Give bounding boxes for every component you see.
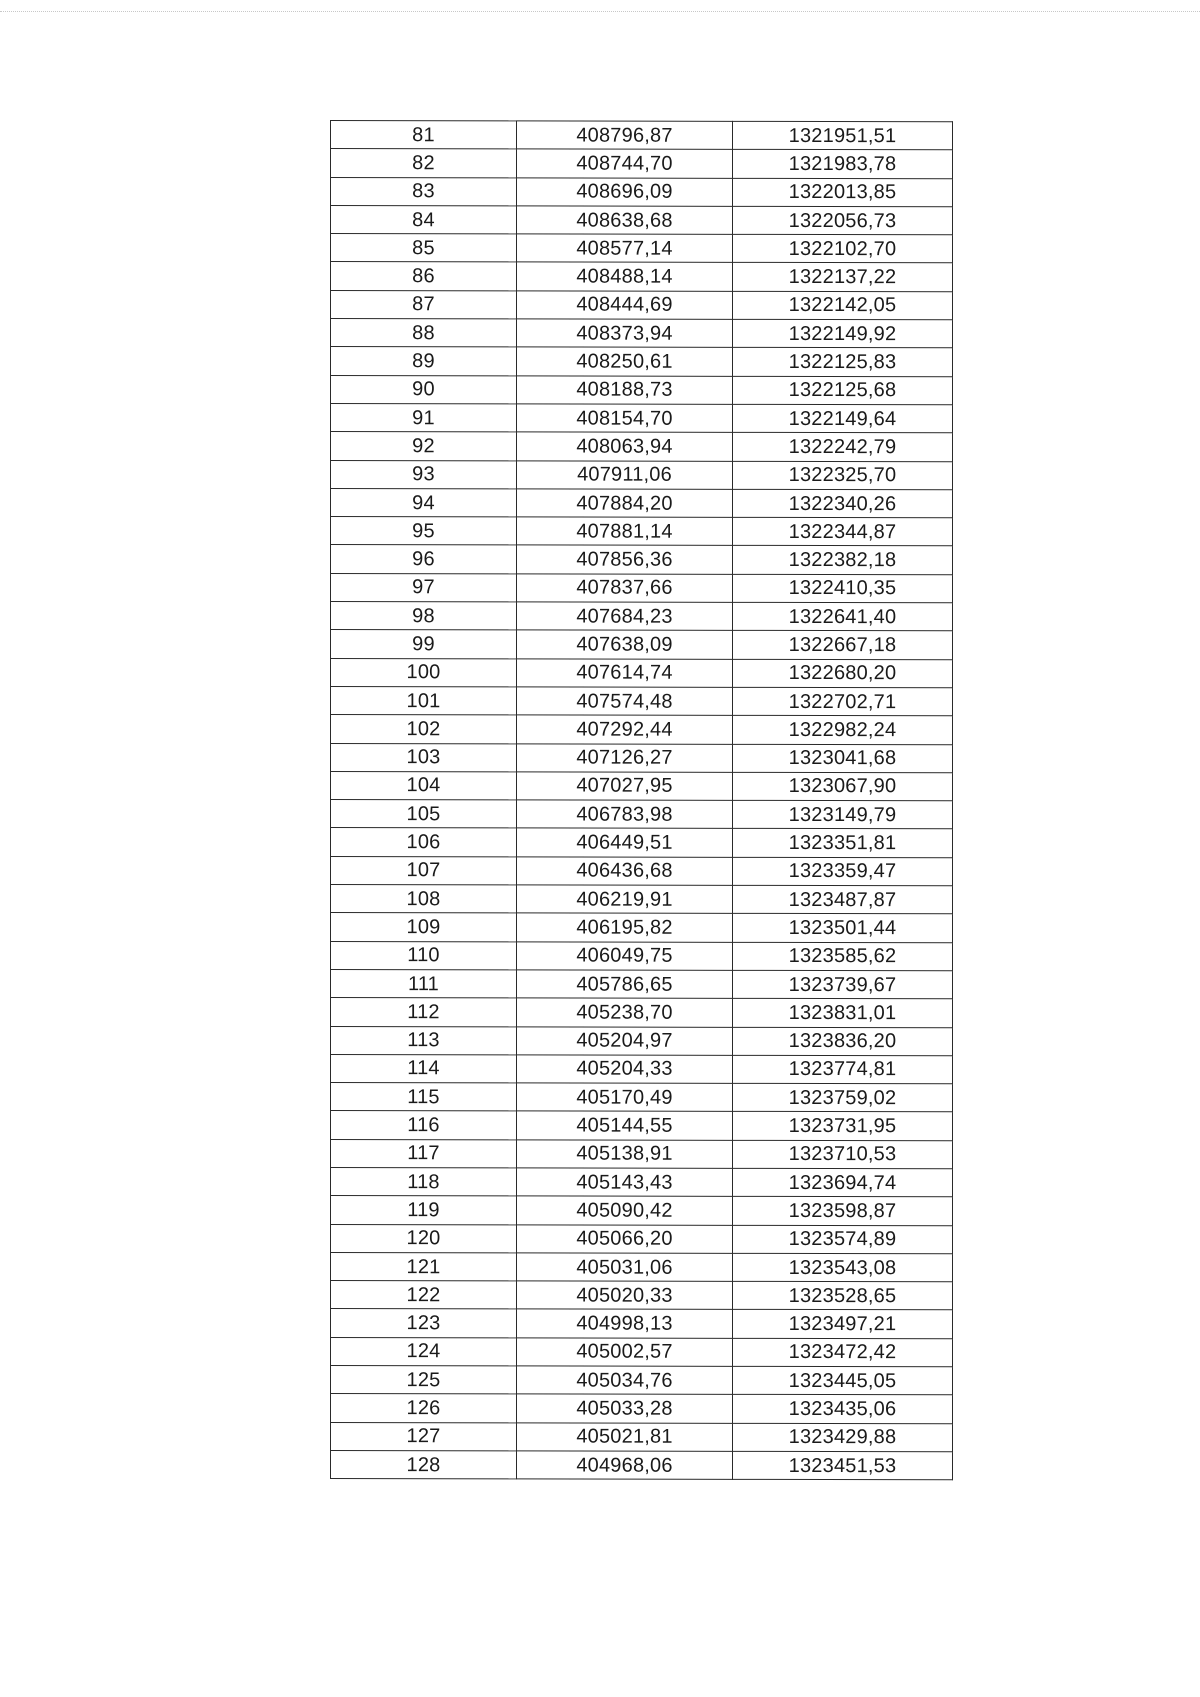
- x-coordinate-cell: 408373,94: [517, 319, 733, 348]
- table-row: [331, 545, 953, 575]
- y-coordinate-cell: 1322667,18: [733, 631, 953, 660]
- point-number-cell: 82: [331, 149, 517, 178]
- table-row: [331, 630, 953, 660]
- y-coordinate-cell: 1323472,42: [733, 1338, 953, 1367]
- table-row: [331, 121, 953, 151]
- y-coordinate-cell: 1323574,89: [733, 1225, 953, 1254]
- y-coordinate-cell: 1322137,22: [733, 263, 953, 292]
- table-row: [331, 913, 953, 943]
- point-number-cell: 126: [331, 1394, 517, 1423]
- y-coordinate-cell: 1323351,81: [733, 829, 953, 858]
- x-coordinate-cell: 408063,94: [517, 432, 733, 461]
- table-row: [331, 1309, 953, 1339]
- y-coordinate-cell: 1322410,35: [733, 574, 953, 603]
- point-number-cell: 86: [331, 262, 517, 291]
- y-coordinate-cell: 1322125,83: [733, 348, 953, 377]
- point-number-cell: 118: [331, 1167, 517, 1196]
- point-number-cell: 101: [331, 686, 517, 715]
- y-coordinate-cell: 1322013,85: [733, 178, 953, 207]
- table-row: [331, 1083, 953, 1113]
- point-number-cell: 83: [331, 177, 517, 206]
- table-row: [331, 347, 953, 377]
- y-coordinate-cell: 1323836,20: [733, 1027, 953, 1056]
- x-coordinate-cell: 407837,66: [517, 574, 733, 603]
- point-number-cell: 99: [331, 630, 517, 659]
- table-row: [331, 488, 953, 518]
- x-coordinate-cell: 405031,06: [517, 1253, 733, 1282]
- y-coordinate-cell: 1323487,87: [733, 885, 953, 914]
- y-coordinate-cell: 1323501,44: [733, 914, 953, 943]
- table-row: [331, 1394, 953, 1424]
- x-coordinate-cell: 408444,69: [517, 291, 733, 320]
- y-coordinate-cell: 1322102,70: [733, 235, 953, 264]
- x-coordinate-cell: 407884,20: [517, 489, 733, 518]
- x-coordinate-cell: 406219,91: [517, 885, 733, 914]
- point-number-cell: 95: [331, 517, 517, 546]
- y-coordinate-cell: 1322702,71: [733, 687, 953, 716]
- x-coordinate-cell: 407881,14: [517, 517, 733, 546]
- y-coordinate-cell: 1322325,70: [733, 461, 953, 490]
- y-coordinate-cell: 1323831,01: [733, 999, 953, 1028]
- x-coordinate-cell: 405090,42: [517, 1196, 733, 1225]
- table-row: [331, 715, 953, 745]
- y-coordinate-cell: 1323739,67: [733, 970, 953, 999]
- x-coordinate-cell: 406449,51: [517, 828, 733, 857]
- point-number-cell: 88: [331, 319, 517, 348]
- y-coordinate-cell: 1322982,24: [733, 716, 953, 745]
- table-row: [331, 1111, 953, 1141]
- x-coordinate-cell: 405020,33: [517, 1281, 733, 1310]
- y-coordinate-cell: 1322680,20: [733, 659, 953, 688]
- x-coordinate-cell: 405238,70: [517, 998, 733, 1027]
- y-coordinate-cell: 1322344,87: [733, 517, 953, 546]
- x-coordinate-cell: 404998,13: [517, 1309, 733, 1338]
- table-row: [331, 460, 953, 490]
- x-coordinate-cell: 406049,75: [517, 942, 733, 971]
- y-coordinate-cell: 1323067,90: [733, 772, 953, 801]
- x-coordinate-cell: 407684,23: [517, 602, 733, 631]
- point-number-cell: 121: [331, 1252, 517, 1281]
- y-coordinate-cell: 1321951,51: [733, 121, 953, 150]
- table-row: [331, 1054, 953, 1084]
- point-number-cell: 103: [331, 743, 517, 772]
- table-row: [331, 573, 953, 603]
- point-number-cell: 120: [331, 1224, 517, 1253]
- point-number-cell: 114: [331, 1054, 517, 1083]
- table-row: [331, 149, 953, 179]
- x-coordinate-cell: 406195,82: [517, 913, 733, 942]
- table-row: [331, 1366, 953, 1396]
- x-coordinate-cell: 405786,65: [517, 970, 733, 999]
- point-number-cell: 112: [331, 998, 517, 1027]
- table-row: [331, 262, 953, 292]
- table-row: [331, 686, 953, 716]
- y-coordinate-cell: 1323694,74: [733, 1168, 953, 1197]
- point-number-cell: 113: [331, 1026, 517, 1055]
- y-coordinate-cell: 1323731,95: [733, 1112, 953, 1141]
- point-number-cell: 97: [331, 573, 517, 602]
- table-row: [331, 1026, 953, 1056]
- table-row: [331, 1252, 953, 1282]
- point-number-cell: 98: [331, 602, 517, 631]
- x-coordinate-cell: 408696,09: [517, 177, 733, 206]
- table-row: [331, 1139, 953, 1169]
- point-number-cell: 117: [331, 1139, 517, 1168]
- point-number-cell: 116: [331, 1111, 517, 1140]
- table-row: [331, 177, 953, 207]
- x-coordinate-cell: 408488,14: [517, 262, 733, 291]
- y-coordinate-cell: 1323710,53: [733, 1140, 953, 1169]
- x-coordinate-cell: 407856,36: [517, 545, 733, 574]
- x-coordinate-cell: 408744,70: [517, 149, 733, 178]
- table-row: [331, 969, 953, 999]
- x-coordinate-cell: 407292,44: [517, 715, 733, 744]
- y-coordinate-cell: 1322340,26: [733, 489, 953, 518]
- table-row: [331, 885, 953, 915]
- table-row: [331, 828, 953, 858]
- x-coordinate-cell: 405002,57: [517, 1338, 733, 1367]
- point-number-cell: 109: [331, 913, 517, 942]
- x-coordinate-cell: 405066,20: [517, 1224, 733, 1253]
- point-number-cell: 124: [331, 1337, 517, 1366]
- point-number-cell: 104: [331, 771, 517, 800]
- point-number-cell: 111: [331, 969, 517, 998]
- y-coordinate-cell: 1321983,78: [733, 150, 953, 179]
- y-coordinate-cell: 1323585,62: [733, 942, 953, 971]
- y-coordinate-cell: 1323429,88: [733, 1423, 953, 1452]
- point-number-cell: 106: [331, 828, 517, 857]
- y-coordinate-cell: 1323528,65: [733, 1282, 953, 1311]
- point-number-cell: 91: [331, 403, 517, 432]
- y-coordinate-cell: 1322641,40: [733, 602, 953, 631]
- x-coordinate-cell: 408796,87: [517, 121, 733, 150]
- x-coordinate-cell: 405021,81: [517, 1423, 733, 1452]
- x-coordinate-cell: 405033,28: [517, 1394, 733, 1423]
- point-number-cell: 87: [331, 290, 517, 319]
- x-coordinate-cell: 408577,14: [517, 234, 733, 263]
- point-number-cell: 96: [331, 545, 517, 574]
- point-number-cell: 122: [331, 1281, 517, 1310]
- coordinates-table-body: [331, 121, 953, 1481]
- point-number-cell: 94: [331, 488, 517, 517]
- x-coordinate-cell: 407638,09: [517, 630, 733, 659]
- y-coordinate-cell: 1323598,87: [733, 1197, 953, 1226]
- y-coordinate-cell: 1323445,05: [733, 1366, 953, 1395]
- point-number-cell: 127: [331, 1422, 517, 1451]
- y-coordinate-cell: 1322142,05: [733, 291, 953, 320]
- table-row: [331, 234, 953, 264]
- x-coordinate-cell: 405170,49: [517, 1083, 733, 1112]
- point-number-cell: 100: [331, 658, 517, 687]
- table-row: [331, 602, 953, 632]
- point-number-cell: 110: [331, 941, 517, 970]
- point-number-cell: 105: [331, 800, 517, 829]
- x-coordinate-cell: 408250,61: [517, 347, 733, 376]
- table-row: [331, 1422, 953, 1452]
- point-number-cell: 125: [331, 1366, 517, 1395]
- table-row: [331, 319, 953, 349]
- table-row: [331, 800, 953, 830]
- point-number-cell: 89: [331, 347, 517, 376]
- coordinates-table: [330, 120, 953, 1481]
- y-coordinate-cell: 1322149,92: [733, 319, 953, 348]
- y-coordinate-cell: 1323543,08: [733, 1253, 953, 1282]
- y-coordinate-cell: 1323041,68: [733, 744, 953, 773]
- x-coordinate-cell: 408188,73: [517, 376, 733, 405]
- table-row: [331, 743, 953, 773]
- y-coordinate-cell: 1322125,68: [733, 376, 953, 405]
- table-row: [331, 856, 953, 886]
- point-number-cell: 119: [331, 1196, 517, 1225]
- x-coordinate-cell: 408638,68: [517, 206, 733, 235]
- x-coordinate-cell: 406783,98: [517, 800, 733, 829]
- scan-edge-line: [0, 11, 1200, 12]
- y-coordinate-cell: 1323759,02: [733, 1083, 953, 1112]
- y-coordinate-cell: 1323359,47: [733, 857, 953, 886]
- point-number-cell: 85: [331, 234, 517, 263]
- table-row: [331, 1196, 953, 1226]
- point-number-cell: 107: [331, 856, 517, 885]
- point-number-cell: 81: [331, 121, 517, 150]
- y-coordinate-cell: 1323435,06: [733, 1395, 953, 1424]
- table-row: [331, 375, 953, 405]
- x-coordinate-cell: 405144,55: [517, 1111, 733, 1140]
- x-coordinate-cell: 407027,95: [517, 772, 733, 801]
- point-number-cell: 93: [331, 460, 517, 489]
- x-coordinate-cell: 407574,48: [517, 687, 733, 716]
- table-row: [331, 1450, 953, 1480]
- y-coordinate-cell: 1322056,73: [733, 206, 953, 235]
- table-row: [331, 517, 953, 547]
- table-row: [331, 403, 953, 433]
- x-coordinate-cell: 405143,43: [517, 1168, 733, 1197]
- x-coordinate-cell: 407911,06: [517, 460, 733, 489]
- table-row: [331, 205, 953, 235]
- point-number-cell: 92: [331, 432, 517, 461]
- y-coordinate-cell: 1323149,79: [733, 800, 953, 829]
- y-coordinate-cell: 1323451,53: [733, 1451, 953, 1480]
- y-coordinate-cell: 1322382,18: [733, 546, 953, 575]
- x-coordinate-cell: 408154,70: [517, 404, 733, 433]
- x-coordinate-cell: 405204,33: [517, 1055, 733, 1084]
- table-row: [331, 1167, 953, 1197]
- table-row: [331, 290, 953, 320]
- point-number-cell: 102: [331, 715, 517, 744]
- point-number-cell: 90: [331, 375, 517, 404]
- x-coordinate-cell: 407126,27: [517, 743, 733, 772]
- point-number-cell: 108: [331, 885, 517, 914]
- x-coordinate-cell: 406436,68: [517, 857, 733, 886]
- x-coordinate-cell: 407614,74: [517, 659, 733, 688]
- y-coordinate-cell: 1323774,81: [733, 1055, 953, 1084]
- y-coordinate-cell: 1323497,21: [733, 1310, 953, 1339]
- table-row: [331, 998, 953, 1028]
- table-row: [331, 1337, 953, 1367]
- table-row: [331, 432, 953, 462]
- x-coordinate-cell: 404968,06: [517, 1451, 733, 1480]
- table-row: [331, 1224, 953, 1254]
- x-coordinate-cell: 405034,76: [517, 1366, 733, 1395]
- x-coordinate-cell: 405204,97: [517, 1026, 733, 1055]
- table-row: [331, 658, 953, 688]
- point-number-cell: 84: [331, 205, 517, 234]
- table-row: [331, 771, 953, 801]
- point-number-cell: 128: [331, 1450, 517, 1479]
- x-coordinate-cell: 405138,91: [517, 1140, 733, 1169]
- point-number-cell: 123: [331, 1309, 517, 1338]
- y-coordinate-cell: 1322149,64: [733, 404, 953, 433]
- table-row: [331, 941, 953, 971]
- point-number-cell: 115: [331, 1083, 517, 1112]
- table-row: [331, 1281, 953, 1311]
- y-coordinate-cell: 1322242,79: [733, 433, 953, 462]
